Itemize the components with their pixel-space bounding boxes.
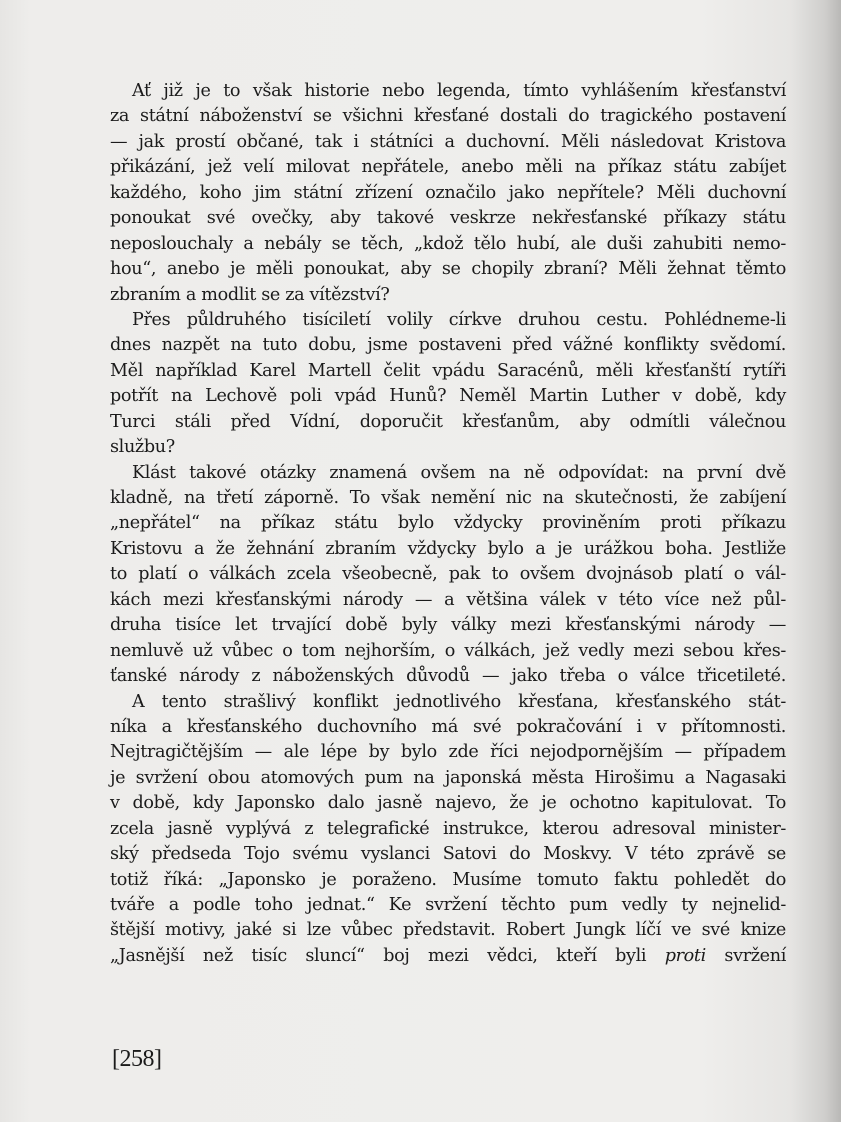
text-line: totiž říká: „Japonsko je poraženo. Musíme tomuto faktu pohledět do [110, 869, 786, 890]
text-line: je svržení obou atomových pum na japonská města Hirošimu a Nagasaki [110, 767, 786, 788]
text-line-with-italic [110, 944, 786, 969]
text-line: službu? [110, 437, 175, 458]
text-line: Kristovu a že žehnání zbraním vždycky bylo a je urážkou boha. Jestliže [110, 538, 786, 559]
text-line: ponoukat své ovečky, aby takové veskrze nekřesťanské příkazy státu [110, 208, 786, 229]
text-line: „nepřátel“ na příkaz státu bylo vždycky proviněním proti příkazu [110, 513, 786, 534]
paragraph-4 [110, 690, 786, 970]
paragraph-1 [110, 79, 786, 308]
text-line: to platí o válkách zcela všeobecně, pak to ovšem dvojnásob platí o vál- [110, 564, 786, 585]
text-line: zcela jasně vyplývá z telegrafické instrukce, kterou adresoval minister- [110, 818, 786, 839]
text-line: nemluvě už vůbec o tom nejhorším, o válkách, jež vedly mezi sebou křes- [110, 640, 786, 661]
paragraph-2 [110, 308, 786, 461]
text-line: Přes půldruhého tisíciletí volily církve druhou cestu. Pohlédneme-li [132, 309, 786, 330]
text-line: ský předseda Tojo svému vyslanci Satovi do Moskvy. V této zprávě se [110, 844, 786, 865]
text-line: štější motivy, jaké si lze vůbec představit. Robert Jungk líčí ve své knize [110, 920, 786, 941]
text-line: níka a křesťanského duchovního má své pokračování i v přítomnosti. [110, 716, 786, 737]
text-line: hou“, anebo je měli ponoukat, aby se chopily zbraní? Měli žehnat těmto [110, 259, 786, 280]
italic-emphasis: proti [664, 945, 706, 966]
text-line: potřít na Lechově poli vpád Hunů? Neměl Martin Luther v době, kdy [110, 386, 786, 407]
text-line: neposlouchaly a nebály se těch, „kdož tělo hubí, ale duši zahubiti nemo- [110, 233, 786, 254]
text-line: v době, kdy Japonsko dalo jasně najevo, že je ochotno kapitulovat. To [110, 793, 786, 814]
text-line: každého, koho jim státní zřízení označilo jako nepřítele? Měli duchovní [110, 182, 786, 203]
text-line: tváře a podle toho jednat.“ Ke svržení těchto pum vedly ty nejnelid- [110, 895, 786, 915]
text-segment: „Jasnější než tisíc sluncí“ boj mezi vědci, kteří byli [110, 945, 665, 966]
text-line: Měl například Karel Martell čelit vpádu Saracénů, měli křesťanští rytíři [110, 360, 786, 381]
body-text [110, 79, 786, 969]
text-line: zbraním a modlit se za vítězství? [110, 284, 390, 305]
text-line: Ať již je to však historie nebo legenda, tímto vyhlášením křesťanství [132, 81, 786, 101]
text-line: Nejtragičtějším — ale lépe by bylo zde říci nejodpornějším — případem [110, 742, 786, 763]
text-line: — jak prostí občané, tak i státníci a duchovní. Měli následovat Kristova [110, 131, 786, 152]
text-line: A tento strašlivý konflikt jednotlivého křesťana, křesťanského stát- [132, 691, 786, 712]
text-line: ťanské národy z náboženských důvodů — jako třeba o válce třicetileté. [110, 666, 786, 687]
text-line: přikázání, jež velí milovat nepřátele, anebo měli na příkaz státu zabíjet [110, 157, 786, 178]
text-line: Turci stáli před Vídní, doporučit křesťanům, aby odmítli válečnou [110, 411, 786, 432]
text-segment: svržení [705, 945, 787, 966]
text-line: kladně, na třetí záporně. To však nemění nic na skutečnosti, že zabíjení [110, 488, 786, 508]
page-number: [258] [112, 1046, 162, 1072]
text-line: kách mezi křesťanskými národy — a většina válek v této více než půl- [110, 589, 786, 610]
text-line: druha tisíce let trvající době byly války mezi křesťanskými národy — [110, 615, 786, 636]
text-line: dnes nazpět na tuto dobu, jsme postaveni před vážné konflikty svědomí. [110, 335, 786, 356]
text-line: Klást takové otázky znamená ovšem na ně odpovídat: na první dvě [132, 462, 786, 483]
text-line: za státní náboženství se všichni křesťané dostali do tragického postavení [110, 106, 786, 127]
paragraph-3 [110, 461, 786, 690]
